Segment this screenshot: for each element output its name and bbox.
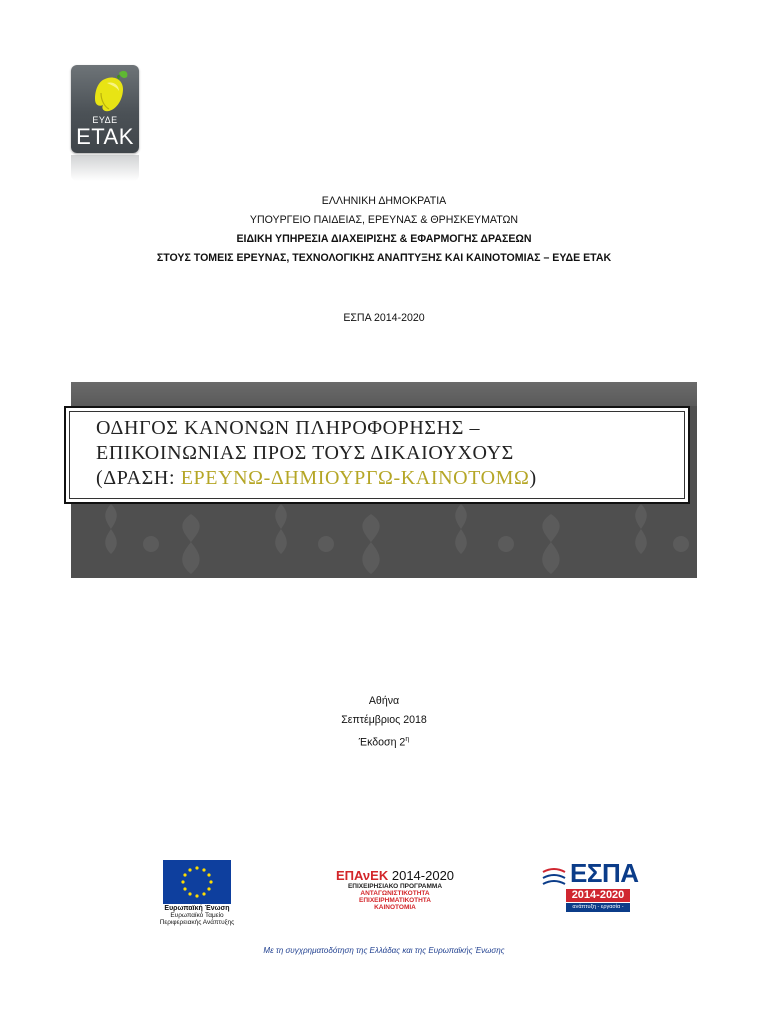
title-line-3-prefix: (ΔΡΑΣΗ:: [96, 467, 181, 489]
epanek-name: ΕΠΑνΕΚ: [335, 868, 389, 883]
eyde-etak-logo: [71, 65, 139, 153]
document-title: [96, 416, 537, 491]
epanek-title: [320, 868, 470, 883]
espa-name: ΕΣΠΑ: [570, 858, 639, 888]
publication-version: [0, 730, 768, 753]
title-line-2: ΕΠΙΚΟΙΝΩΝΙΑΣ ΠΡΟΣ ΤΟΥΣ ΔΙΚΑΙΟΥΧΟΥΣ: [96, 442, 514, 464]
espa-logo: [541, 858, 639, 919]
logo-reflection: [71, 155, 139, 181]
logo-small-text: ΕΥΔΕ: [92, 115, 118, 125]
damask-pattern: [71, 504, 697, 578]
eu-caption-sub2: Περιφερειακής Ανάπτυξης: [159, 919, 235, 926]
publication-date: Σεπτέμβριος 2018: [341, 714, 427, 726]
ministry-header: [0, 192, 768, 268]
epanek-line-3: ΕΠΙΧΕΙΡΗΜΑΤΙΚΟΤΗΤΑ: [359, 897, 431, 904]
yellow-pepper-logo-icon: [71, 65, 139, 115]
publication-city: Αθήνα: [368, 695, 400, 707]
eu-flag-icon: [163, 860, 231, 904]
eu-caption-sub1: Ευρωπαϊκό Ταμείο: [170, 912, 224, 919]
title-line-3-suffix: ): [529, 467, 537, 489]
header-line-1: ΕΛΛΗΝΙΚΗ ΔΗΜΟΚΡΑΤΙΑ: [321, 195, 447, 207]
epanek-line-4: ΚΑΙΝΟΤΟΜΙΑ: [374, 904, 416, 911]
epanek-logo: [320, 868, 470, 911]
banner-top-band: [71, 382, 697, 406]
publication-info: [0, 692, 768, 753]
version-sup: η: [405, 736, 410, 743]
document-title-box: [64, 406, 690, 504]
title-line-3: [96, 466, 537, 491]
eu-caption-title: Ευρωπαϊκή Ένωση: [164, 905, 230, 912]
espa-motto: ανάπτυξη - εργασία - αλληλεγγύη: [566, 903, 630, 912]
epanek-years: 2014-2020: [391, 868, 455, 883]
title-line-1: ΟΔΗΓΟΣ ΚΑΝΟΝΩΝ ΠΛΗΡΟΦΟΡΗΣΗΣ –: [96, 417, 481, 439]
espa-period: ΕΣΠΑ 2014-2020: [343, 312, 425, 324]
header-line-4: ΣΤΟΥΣ ΤΟΜΕΙΣ ΕΡΕΥΝΑΣ, ΤΕΧΝΟΛΟΓΙΚΗΣ ΑΝΑΠΤΥΞΗΣ ΚΑΙ ΚΑΙΝΟΤΟΜΙΑΣ – ΕΥΔΕ ΕΤΑΚ: [156, 252, 612, 264]
eu-caption: [150, 905, 244, 926]
header-line-3: ΕΙΔΙΚΗ ΥΠΗΡΕΣΙΑ ΔΙΑΧΕΙΡΙΣΗΣ & ΕΦΑΡΜΟΓΗΣ ΔΡΑΣΕΩΝ: [236, 233, 532, 245]
version-text: Έκδοση 2: [358, 736, 406, 749]
header-line-2: ΥΠΟΥΡΓΕΙΟ ΠΑΙΔΕΙΑΣ, ΕΡΕΥΝΑΣ & ΘΡΗΣΚΕΥΜΑΤΩΝ: [249, 214, 519, 226]
espa-years: 2014-2020: [566, 889, 630, 902]
epanek-line-2: ΑΝΤΑΓΩΝΙΣΤΙΚΟΤΗΤΑ: [360, 890, 430, 897]
cofunding-footer: Με τη συγχρηματοδότηση της Ελλάδας και της Ευρωπαϊκής Ένωσης: [263, 946, 505, 955]
epanek-lines: [320, 883, 470, 911]
logo-big-text: ΕΤΑΚ: [76, 124, 134, 149]
espa-wave-icon: [541, 864, 567, 892]
action-name: ΕΡΕΥΝΩ-ΔΗΜΙΟΥΡΓΩ-ΚΑΙΝΟΤΟΜΩ: [180, 467, 530, 489]
epanek-line-1: ΕΠΙΧΕΙΡΗΣΙΑΚΟ ΠΡΟΓΡΑΜΜΑ: [347, 883, 443, 890]
